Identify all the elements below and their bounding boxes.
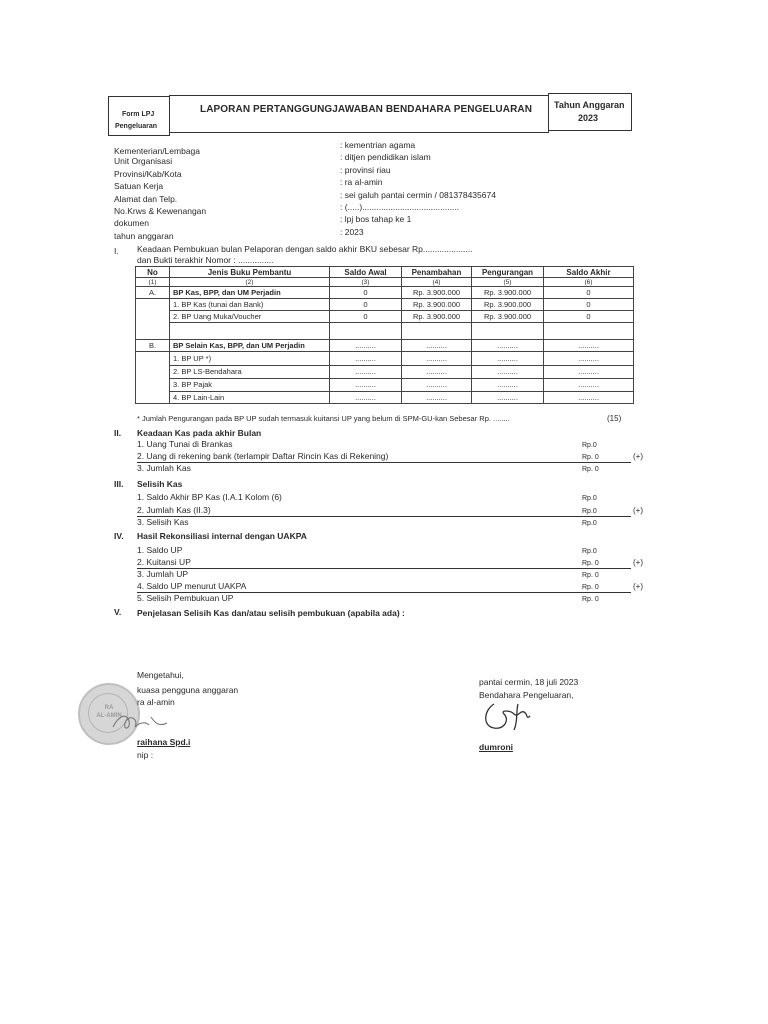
- table-cell: ..........: [330, 378, 402, 391]
- sum-divider: [137, 516, 631, 517]
- table-cell: Rp. 3.900.000: [472, 287, 544, 299]
- right-signer-name: dumroni: [479, 742, 513, 752]
- identity-value: : sei galuh pantai cermin / 081378435674: [340, 190, 496, 200]
- table-cell: ..........: [402, 365, 472, 378]
- table-cell: ..........: [544, 378, 634, 391]
- col-num: (2): [170, 278, 330, 287]
- summary-item-value: Rp. 0: [582, 584, 599, 591]
- col-header-jenis: Jenis Buku Pembantu: [170, 267, 330, 278]
- col-header-no: No: [136, 267, 170, 278]
- col-header-saldo-awal: Saldo Awal: [330, 267, 402, 278]
- identity-label: Unit Organisasi: [114, 156, 173, 166]
- table-cell: ..........: [544, 391, 634, 404]
- left-signer-nip: nip :: [137, 750, 154, 760]
- summary-item-sign: (+): [633, 452, 643, 461]
- stamp-text: RA: [104, 705, 114, 711]
- right-sign-line-2: Bendahara Pengeluaran,: [479, 690, 574, 700]
- section3-number: III.: [114, 479, 124, 489]
- col-num: (3): [330, 278, 402, 287]
- row-label: 1. BP UP *): [170, 352, 330, 366]
- summary-item-value: Rp. 0: [582, 454, 599, 461]
- col-header-penambahan: Penambahan: [402, 267, 472, 278]
- table-cell: 0: [544, 311, 634, 323]
- summary-item-label: 1. Uang Tunai di Brankas: [137, 439, 233, 449]
- table-cell: ..........: [472, 352, 544, 366]
- summary-item-label: 2. Kuitansi UP: [137, 557, 191, 567]
- summary-item-label: 5. Selisih Pembukuan UP: [137, 593, 234, 603]
- summary-item-sign: (+): [633, 506, 643, 515]
- table-row-group-a: [136, 287, 634, 299]
- identity-label: No.Krws & Kewenangan: [114, 206, 207, 216]
- section-5-number: V.: [114, 607, 122, 617]
- section-1-line-2: dan Bukti terakhir Nomor : ...............: [137, 255, 274, 265]
- section2-title: Keadaan Kas pada akhir Bulan: [137, 428, 262, 438]
- summary-item-label: 1. Saldo UP: [137, 545, 183, 555]
- group-label: BP Selain Kas, BPP, dan UM Perjadin: [170, 340, 330, 352]
- summary-item-value: Rp.0: [582, 495, 597, 502]
- identity-value: : kementrian agama: [340, 140, 416, 150]
- identity-value: : 2023: [340, 227, 364, 237]
- table-row: [136, 299, 634, 311]
- report-title: LAPORAN PERTANGGUNGJAWABAN BENDAHARA PENGELUARAN: [200, 104, 533, 115]
- table-spacer-row: [136, 323, 634, 340]
- identity-label: Provinsi/Kab/Kota: [114, 169, 182, 179]
- row-label: 2. BP Uang Muka/Voucher: [170, 311, 330, 323]
- form-label-2: Pengeluaran: [115, 123, 158, 130]
- summary-item-value: Rp. 0: [582, 572, 599, 579]
- col-header-pengurangan: Pengurangan: [472, 267, 544, 278]
- table-cell: ..........: [472, 391, 544, 404]
- section3-title: Selisih Kas: [137, 479, 183, 489]
- table-cell: Rp. 3.900.000: [472, 299, 544, 311]
- summary-item-sign: (+): [633, 558, 643, 567]
- summary-item-sign: (+): [633, 582, 643, 591]
- left-signer-name: raihana Spd.i: [137, 737, 191, 747]
- table-cell: ..........: [330, 391, 402, 404]
- stamp-text: AL-AMIN: [96, 713, 122, 719]
- table-cell: ..........: [472, 340, 544, 352]
- section-5-title: Penjelasan Selisih Kas dan/atau selisih pembukuan (apabila ada) :: [137, 608, 405, 618]
- col-header-saldo-akhir: Saldo Akhir: [544, 267, 634, 278]
- table-row-group-b: [136, 340, 634, 352]
- table-cell: ..........: [330, 340, 402, 352]
- summary-item-label: 3. Jumlah UP: [137, 569, 189, 579]
- table-row: [136, 311, 634, 323]
- table-cell: ..........: [472, 378, 544, 391]
- table-cell: ..........: [472, 365, 544, 378]
- summary-item-value: Rp.0: [582, 508, 597, 515]
- table-header-row: [136, 267, 634, 278]
- table-cell: Rp. 3.900.000: [472, 311, 544, 323]
- summary-item-label: 1. Saldo Akhir BP Kas (I.A.1 Kolom (6): [137, 492, 282, 502]
- summary-item-value: Rp.0: [582, 442, 597, 449]
- section2-number: II.: [114, 428, 122, 438]
- table-row: [136, 365, 634, 378]
- table-cell: ..........: [544, 340, 634, 352]
- table-cell: Rp. 3.900.000: [402, 299, 472, 311]
- section-1-number: I.: [114, 246, 119, 256]
- sum-divider: [137, 462, 631, 463]
- identity-label: dokumen: [114, 218, 149, 228]
- identity-label: Alamat dan Telp.: [114, 194, 178, 204]
- summary-item-value: Rp.0: [582, 520, 597, 527]
- identity-label: Satuan Kerja: [114, 181, 164, 191]
- row-label: 4. BP Lain-Lain: [170, 391, 330, 404]
- group-label: BP Kas, BPP, dan UM Perjadin: [170, 287, 330, 299]
- right-signature: [480, 696, 540, 736]
- section4-number: IV.: [114, 531, 124, 541]
- group-no: B.: [136, 340, 170, 352]
- table-cell: ..........: [544, 365, 634, 378]
- col-num: (6): [544, 278, 634, 287]
- identity-label: Kementerian/Lembaga: [114, 146, 201, 156]
- table-cell: 0: [330, 311, 402, 323]
- table-cell: ..........: [402, 352, 472, 366]
- summary-item-value: Rp. 0: [582, 560, 599, 567]
- summary-item-label: 4. Saldo UP menurut UAKPA: [137, 581, 247, 591]
- left-sign-line-2: kuasa pengguna anggaran: [137, 685, 239, 695]
- col-num: (5): [472, 278, 544, 287]
- summary-item-value: Rp. 0: [582, 596, 599, 603]
- table-cell: 0: [544, 287, 634, 299]
- table-cell: 0: [544, 299, 634, 311]
- right-sign-line-1: pantai cermin, 18 juli 2023: [479, 677, 579, 687]
- year-value: 2023: [578, 113, 599, 123]
- table-row: [136, 391, 634, 404]
- summary-item-label: 2. Uang di rekening bank (terlampir Daftar Rincin Kas di Rekening): [137, 451, 389, 461]
- table-row: [136, 352, 634, 366]
- col-num: (1): [136, 278, 170, 287]
- identity-value: : (.....).........................................: [340, 202, 460, 212]
- form-label-1: Form LPJ: [122, 111, 155, 118]
- col-num: (4): [402, 278, 472, 287]
- left-sign-line-3: ra al-amin: [137, 697, 175, 707]
- identity-value: : lpj bos tahap ke 1: [340, 214, 412, 224]
- table-cell: Rp. 3.900.000: [402, 311, 472, 323]
- table-cell: ..........: [544, 352, 634, 366]
- row-label: 2. BP LS-Bendahara: [170, 365, 330, 378]
- identity-label: tahun anggaran: [114, 231, 174, 241]
- section-1-line-1: Keadaan Pembukuan bulan Pelaporan dengan saldo akhir BKU sebesar Rp.....................: [137, 244, 473, 254]
- table-cell: ..........: [402, 340, 472, 352]
- table-cell: ..........: [402, 378, 472, 391]
- row-label: 1. BP Kas (tunai dan Bank): [170, 299, 330, 311]
- row-label: 3. BP Pajak: [170, 378, 330, 391]
- table-footnote: * Jumlah Pengurangan pada BP UP sudah termasuk kuitansi UP yang belum di SPM-GU-kan Sebesar Rp. ........: [137, 414, 510, 423]
- summary-item-label: 2. Jumlah Kas (II.3): [137, 505, 211, 515]
- bp-table: [135, 266, 634, 404]
- summary-item-value: Rp.0: [582, 548, 597, 555]
- year-box: [548, 93, 632, 131]
- table-footnote-number: (15): [607, 414, 622, 423]
- table-cell: 0: [330, 287, 402, 299]
- summary-item-value: Rp. 0: [582, 466, 599, 473]
- identity-value: : provinsi riau: [340, 165, 391, 175]
- year-label: Tahun Anggaran: [554, 100, 625, 110]
- left-signature: [105, 705, 175, 737]
- table-row: [136, 378, 634, 391]
- left-sign-line-1: Mengetahui,: [137, 670, 184, 680]
- summary-item-label: 3. Jumlah Kas: [137, 463, 191, 473]
- identity-value: : ra al-amin: [340, 177, 383, 187]
- table-cell: ..........: [330, 365, 402, 378]
- group-no: A.: [136, 287, 170, 299]
- table-cell: ..........: [330, 352, 402, 366]
- table-cell: 0: [330, 299, 402, 311]
- summary-item-label: 3. Selisih Kas: [137, 517, 189, 527]
- table-cell: Rp. 3.900.000: [402, 287, 472, 299]
- table-colnum-row: [136, 278, 634, 287]
- identity-value: : ditjen pendidikan islam: [340, 152, 431, 162]
- sum-divider: [137, 568, 631, 569]
- table-cell: ..........: [402, 391, 472, 404]
- section4-title: Hasil Rekonsiliasi internal dengan UAKPA: [137, 531, 307, 541]
